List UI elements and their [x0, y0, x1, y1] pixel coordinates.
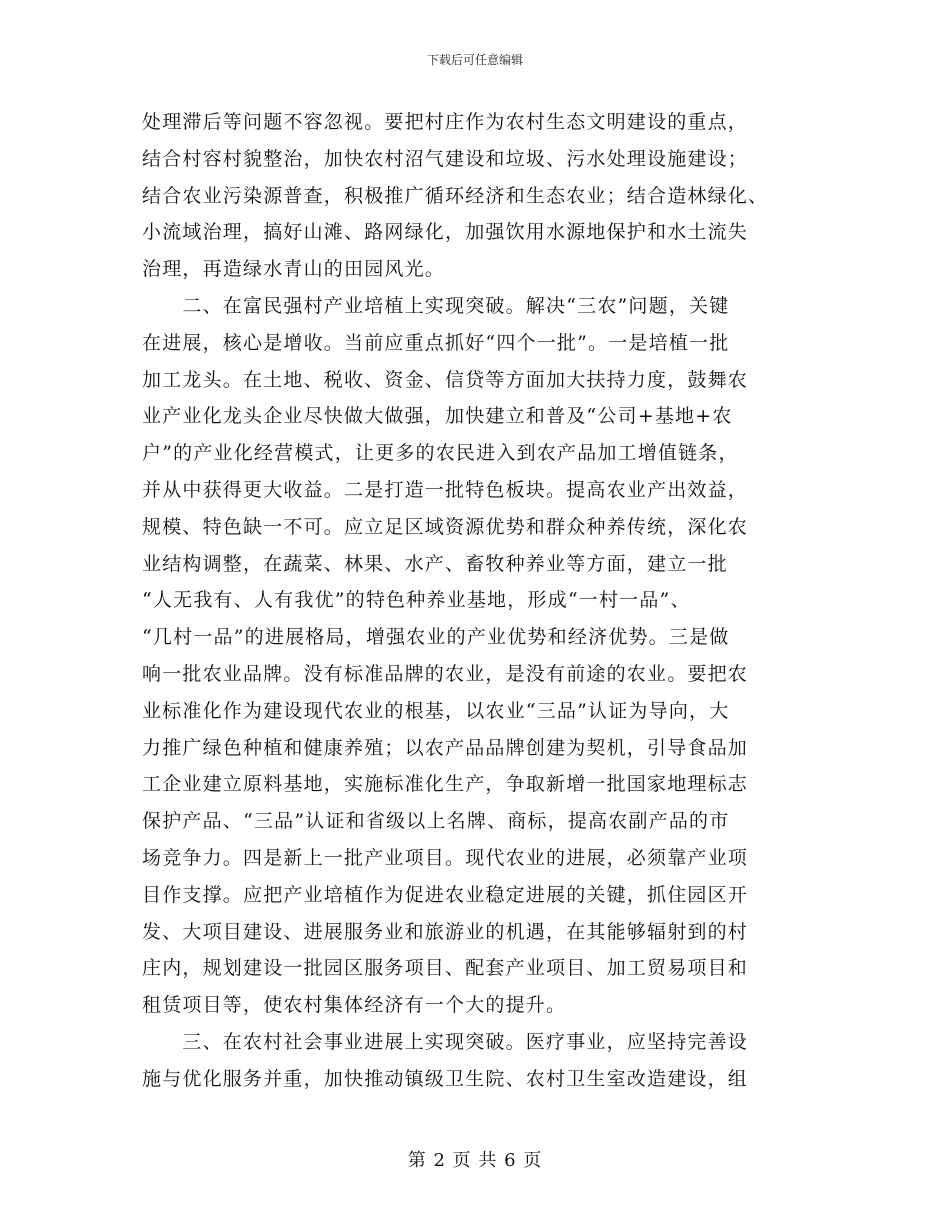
text-line: 业结构调整，在蔬菜、林果、水产、畜牧种养业等方面，建立一批 [142, 552, 728, 575]
text-line: 庄内，规划建设一批园区服务项目、配套产业项目、加工贸易项目和 [142, 957, 749, 980]
text-line: “人无我有、人有我优”的特色种养业基地，形成“一村一品”、 [142, 589, 691, 612]
text-line: 小流域治理，搞好山滩、路网绿化，加强饮用水源地保护和水土流失 [142, 221, 749, 244]
text-line: 并从中获得更大收益。二是打造一批特色板块。提高农业产出效益， [142, 478, 749, 501]
text-line: 保护产品、“三品”认证和省级以上名牌、商标，提高农副产品的市 [142, 810, 730, 833]
text-line: 工企业建立原料基地，实施标准化生产，争取新增一批国家地理标志 [142, 773, 749, 796]
page-header: 下载后可任意编辑 [426, 53, 523, 67]
text-line: 二、在富民强村产业培植上实现突破。解决“三农”问题，关键 [142, 294, 730, 317]
text-line: 场竞争力。四是新上一批产业项目。现代农业的进展，必须靠产业项 [142, 846, 749, 869]
text-line: 治理，再造绿水青山的田园风光。 [142, 258, 446, 281]
text-line: 租赁项目等，使农村集体经济有一个大的提升。 [142, 994, 567, 1017]
text-line: 业产业化龙头企业尽快做大做强，加快建立和普及“公司+基地+农 [142, 405, 733, 428]
text-line: 业标准化作为建设现代农业的根基，以农业“三品”认证为导向，大 [142, 699, 730, 722]
text-line: 目作支撑。应把产业培植作为促进农业稳定进展的关键，抓住园区开 [142, 883, 749, 906]
text-line: 结合农业污染源普查，积极推广循环经济和生态农业；结合造林绿化、 [142, 184, 769, 207]
text-line: 户”的产业化经营模式，让更多的农民进入到农产品加工增值链条， [142, 442, 739, 465]
text-line: “几村一品”的进展格局，增强农业的产业优势和经济优势。三是做 [142, 626, 730, 649]
text-line: 三、在农村社会事业进展上实现突破。医疗事业，应坚持完善设 [142, 1030, 749, 1053]
text-line: 规模、特色缺一不可。应立足区域资源优势和群众种养传统，深化农 [142, 515, 749, 538]
text-line: 在进展，核心是增收。当前应重点抓好“四个一批”。一是培植一批 [142, 331, 730, 354]
text-line: 施与优化服务并重，加快推动镇级卫生院、农村卫生室改造建设，组 [142, 1067, 749, 1090]
text-line: 力推广绿色种植和健康养殖；以农产品品牌创建为契机，引导食品加 [142, 736, 749, 759]
text-line: 响一批农业品牌。没有标准品牌的农业，是没有前途的农业。要把农 [142, 662, 749, 685]
text-line: 加工龙头。在土地、税收、资金、信贷等方面加大扶持力度，鼓舞农 [142, 368, 749, 391]
text-line: 处理滞后等问题不容忽视。要把村庄作为农村生态文明建设的重点， [142, 111, 749, 133]
document-body [142, 104, 822, 1098]
text-line: 结合村容村貌整治，加快农村沼气建设和垃圾、污水处理设施建设； [142, 147, 749, 170]
text-line: 发、大项目建设、进展服务业和旅游业的机遇，在其能够辐射到的村 [142, 920, 749, 943]
page-number-footer: 第 2 页 共 6 页 [407, 1150, 543, 1171]
